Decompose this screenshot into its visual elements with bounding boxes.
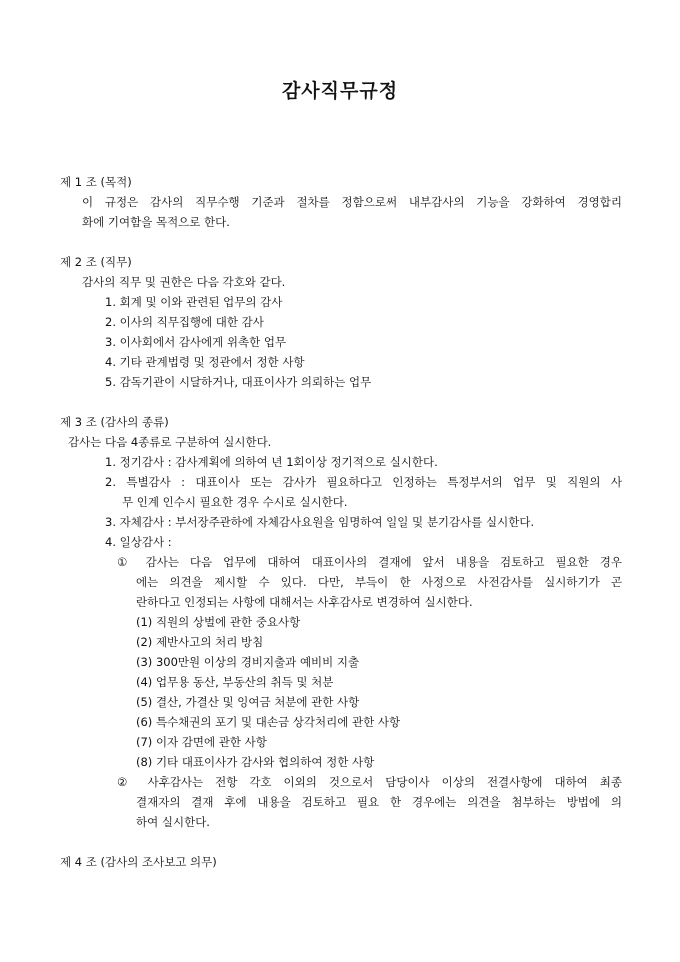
article-2-item: 5. 감독기관이 시달하거나, 대표이사가 의뢰하는 업무 — [105, 375, 372, 389]
sub-clause-1-item: (2) 제반사고의 처리 방침 — [136, 635, 264, 649]
article-2-item: 2. 이사의 직무집행에 대한 감사 — [105, 315, 264, 329]
sub-clause-1-item: (4) 업무용 동산, 부동산의 취득 및 처분 — [136, 675, 334, 689]
sub-clause-2-line-1: ② 사후감사는 전항 각호 이외의 것으로서 담당이사 이상의 전결사항에 대하여 최종 — [117, 775, 622, 789]
article-3-item-1: 1. 정기감사 : 감사계획에 의하여 년 1회이상 정기적으로 실시한다. — [105, 455, 438, 469]
article-1-heading: 제 1 조 (목적) — [60, 175, 132, 189]
sub-clause-1-line-3: 란하다고 인정되는 사항에 대해서는 사후감사로 변경하여 실시한다. — [136, 595, 473, 609]
sub-clause-1-line-2: 에는 의견을 제시할 수 있다. 다만, 부득이 한 사정으로 사전감사를 실시하기가 곤 — [136, 575, 622, 589]
article-3-item-4: 4. 일상감사 : — [105, 535, 172, 549]
sub-clause-1-item: (3) 300만원 이상의 경비지출과 예비비 지출 — [136, 655, 360, 669]
article-4-heading: 제 4 조 (감사의 조사보고 의무) — [60, 855, 217, 869]
sub-clause-1-item: (8) 기타 대표이사가 감사와 협의하여 정한 사항 — [136, 755, 375, 769]
document-title: 감사직무규정 — [281, 80, 399, 102]
sub-clause-1-item: (1) 직원의 상벌에 관한 중요사항 — [136, 615, 301, 629]
article-1-body-line-1: 이 규정은 감사의 직무수행 기준과 절차를 정함으로써 내부감사의 기능을 강화하여 경영합리 — [82, 195, 622, 209]
sub-clause-2-line-2: 결재자의 결재 후에 내용을 검토하고 필요 한 경우에는 의견을 첨부하는 방법에 의 — [136, 795, 622, 809]
article-3-item-3: 3. 자체감사 : 부서장주관하에 자체감사요원을 임명하여 일일 및 분기감사를 실시한다. — [105, 515, 535, 529]
article-3-item-2-line-2: 무 인계 인수시 필요한 경우 수시로 실시한다. — [122, 495, 348, 509]
article-3-intro: 감사는 다음 4종류로 구분하여 실시한다. — [68, 435, 272, 449]
sub-clause-1-line-1: ① 감사는 다음 업무에 대하여 대표이사의 결재에 앞서 내용을 검토하고 필요한 경우 — [117, 555, 622, 569]
sub-clause-1-item: (6) 특수채권의 포기 및 대손금 상각처리에 관한 사항 — [136, 715, 401, 729]
sub-clause-1-item: (7) 이자 감면에 관한 사항 — [136, 735, 267, 749]
article-3-heading: 제 3 조 (감사의 종류) — [60, 415, 169, 429]
article-1-body-line-2: 화에 기여함을 목적으로 한다. — [82, 215, 230, 229]
article-2-item: 3. 이사회에서 감사에게 위촉한 업무 — [105, 335, 287, 349]
sub-clause-1-item: (5) 결산, 가결산 및 잉여금 처분에 관한 사항 — [136, 695, 360, 709]
article-2-heading: 제 2 조 (직무) — [60, 255, 132, 269]
article-2-item: 4. 기타 관계법령 및 정관에서 정한 사항 — [105, 355, 305, 369]
article-2-intro: 감사의 직무 및 권한은 다음 각호와 같다. — [82, 275, 286, 289]
article-3-item-2-line-1: 2. 특별감사 : 대표이사 또는 감사가 필요하다고 인정하는 특정부서의 업무 및 직원의 사 — [105, 475, 622, 489]
article-2-item: 1. 회계 및 이와 관련된 업무의 감사 — [105, 295, 283, 309]
sub-clause-2-line-3: 하여 실시한다. — [136, 815, 210, 829]
